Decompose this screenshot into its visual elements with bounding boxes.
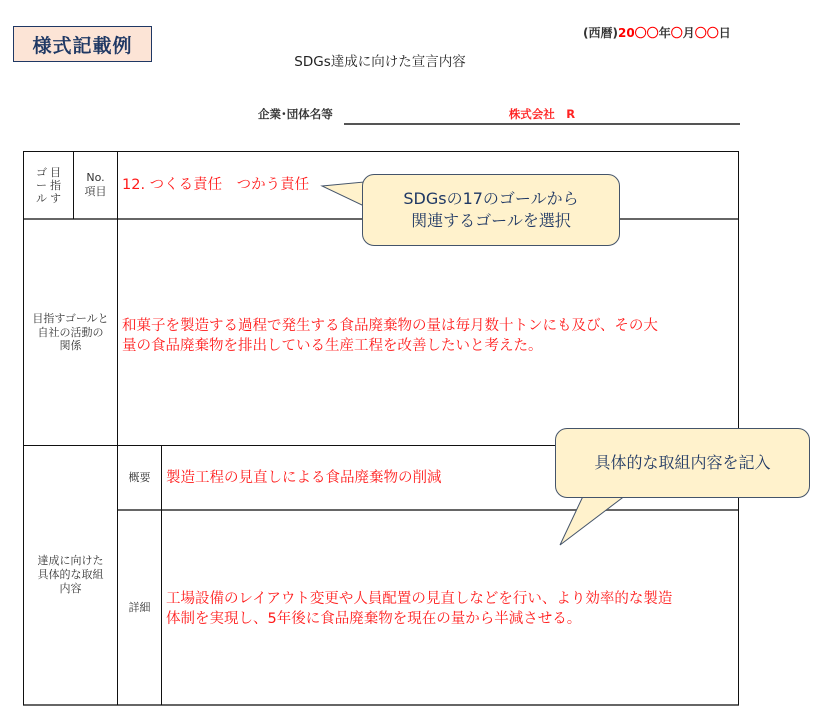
relation-label-cell — [24, 220, 117, 445]
badge-label: 様式記載例 — [32, 34, 133, 57]
callout-goal-select — [362, 174, 620, 246]
date-line — [583, 24, 731, 41]
date-month: 〇 — [670, 26, 683, 40]
goal-header-cell — [24, 152, 73, 218]
goal-header-char: ゴ — [36, 165, 47, 179]
detail-label-cell — [118, 511, 161, 704]
relation-label-line3: 関係 — [59, 339, 82, 353]
relation-label-line1: 目指すゴールと — [32, 311, 109, 325]
action-label-line2: 具体的な取組 — [37, 568, 104, 582]
goal-item-label: 項目 — [84, 185, 107, 198]
action-label-cell — [24, 446, 117, 704]
goal-header-char: ー — [36, 178, 47, 192]
callout-goal-line2: 関連するゴールを選択 — [411, 211, 571, 230]
detail-value-line1: 工場設備のレイアウト変更や人員配置の見直しなどを行い、より効率的な製造 — [166, 591, 673, 607]
date-prefix: (西暦) — [583, 26, 618, 40]
relation-value-line1: 和菓子を製造する過程で発生する食品廃棄物の量は毎月数十トンにも及び、その大 — [122, 318, 658, 334]
date-year-unit: 年 — [658, 26, 671, 40]
document-title: SDGs達成に向けた宣言内容 — [294, 54, 466, 70]
goal-number-label: No. — [86, 171, 105, 185]
date-month-unit: 月 — [682, 26, 695, 40]
detail-value-line2: 体制を実現し、5年後に食品廃棄物を現在の量から半減させる。 — [166, 611, 582, 627]
date-year: 20〇〇 — [617, 26, 659, 40]
detail-value[interactable] — [166, 589, 672, 629]
table-border-top — [23, 151, 739, 152]
summary-value[interactable]: 製造工程の見直しによる食品廃棄物の削減 — [166, 470, 442, 486]
callout-action-pointer — [555, 490, 665, 550]
action-label-line3: 内容 — [59, 581, 82, 595]
goal-header-char: 目 — [50, 165, 61, 179]
goal-number-header-cell — [74, 152, 117, 218]
callout-goal-line1: SDGsの17のゴールから — [403, 189, 579, 208]
goal-header-char: す — [50, 191, 61, 205]
goal-header-char: 指 — [50, 178, 61, 192]
date-day-unit: 日 — [718, 26, 731, 40]
column-divider-sub — [161, 445, 162, 705]
action-label-line1: 達成に向けた — [37, 554, 104, 568]
organization-value[interactable]: 株式会社 R — [508, 107, 576, 121]
detail-label: 詳細 — [128, 600, 151, 614]
callout-action-detail — [555, 428, 810, 498]
organization-label: 企業･団体名等 — [258, 107, 333, 121]
summary-label-cell — [118, 446, 161, 509]
table-border-bottom — [23, 704, 739, 706]
summary-label: 概要 — [128, 470, 151, 484]
date-day: 〇〇 — [694, 26, 719, 40]
goal-value[interactable]: 12. つくる責任 つかう責任 — [122, 177, 310, 193]
callout-action-line1: 具体的な取組内容を記入 — [594, 453, 771, 472]
organization-underline — [344, 123, 740, 125]
relation-value[interactable] — [122, 316, 658, 356]
relation-label-line2: 自社の活動の — [37, 325, 104, 339]
relation-value-line2: 量の食品廃棄物を排出している生産工程を改善したいと考えた。 — [122, 338, 543, 354]
goal-header-vertical-text — [36, 166, 61, 205]
goal-header-char: ル — [36, 191, 47, 205]
